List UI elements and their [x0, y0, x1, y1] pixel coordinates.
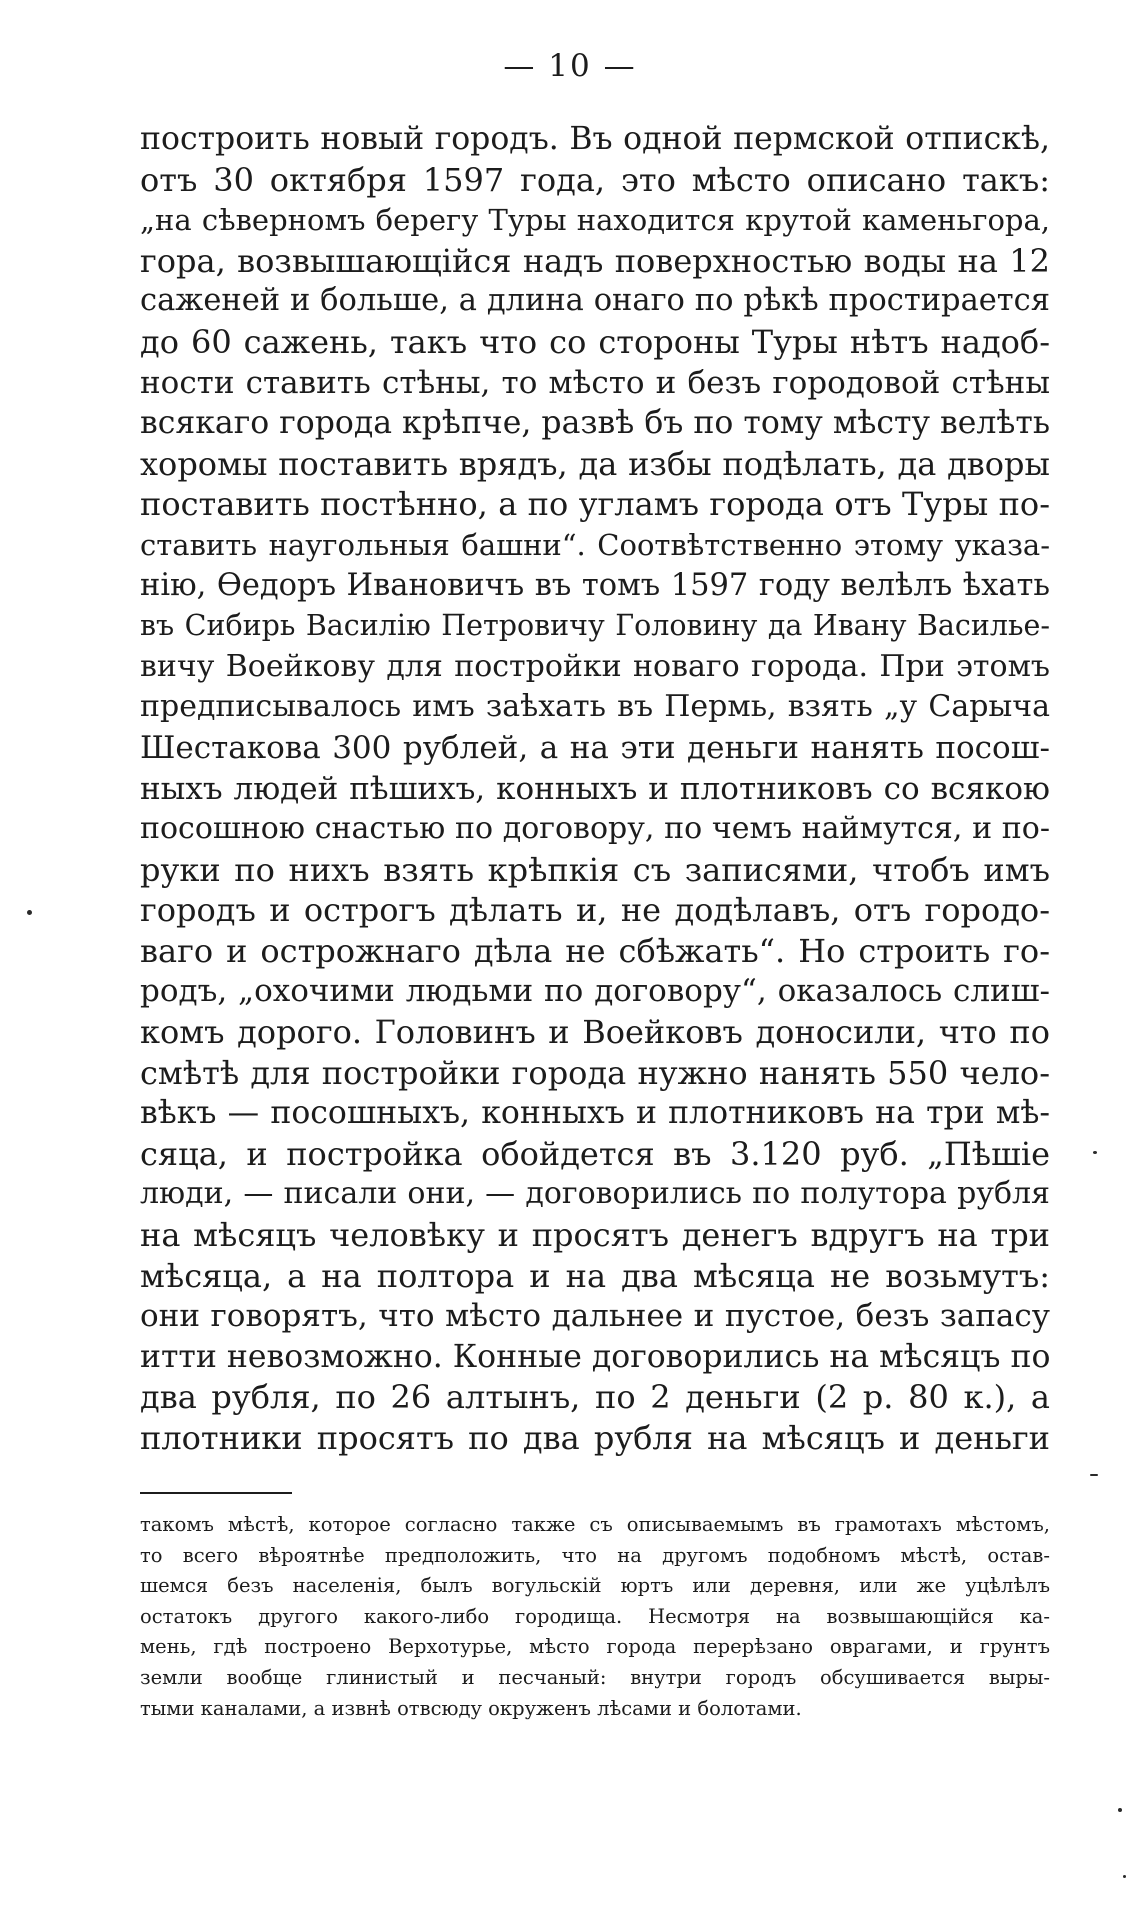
footnote-line: шемся безъ населенія, былъ вогульскій юртъ или деревня, или же уцѣлѣлъ	[140, 1574, 1050, 1598]
body-line: сяца, и постройка обойдется въ 3.120 руб. „Пѣшіе	[140, 1134, 1050, 1173]
body-line: комъ дорого. Головинъ и Воейковъ доносили, что по	[140, 1013, 1050, 1052]
body-line: на мѣсяцъ человѣку и просятъ денегъ вдругъ на три	[140, 1216, 1050, 1255]
body-line: гора, возвышающійся надъ поверхностью воды на 12	[140, 241, 1050, 280]
body-line: до 60 сажень, такъ что со стороны Туры нѣтъ надоб-	[140, 322, 1050, 361]
scan-speck	[1123, 1875, 1126, 1878]
body-line: руки по нихъ взять крѣпкія съ записями, чтобъ имъ	[140, 850, 1050, 889]
footnote-line: тыми каналами, а извнѣ отвсюду окруженъ лѣсами и болотами.	[140, 1696, 802, 1720]
body-line: городъ и острогъ дѣлать и, не додѣлавъ, отъ городо-	[140, 891, 1050, 930]
scan-speck	[1093, 1151, 1097, 1154]
scan-speck	[27, 910, 32, 915]
body-line: вичу Воейкову для постройки новаго города. При этомъ	[140, 648, 1050, 684]
body-line: хоромы поставить врядъ, да избы подѣлать, да дворы	[140, 444, 1050, 483]
scan-speck	[1118, 1808, 1122, 1812]
body-line: вѣкъ — посошныхъ, конныхъ и плотниковъ на три мѣ-	[140, 1095, 1050, 1132]
main-text	[140, 119, 1050, 1459]
body-line: итти невозможно. Конные договорились на мѣсяцъ по	[140, 1338, 1051, 1375]
body-line: два рубля, по 26 алтынъ, по 2 деньги (2 р. 80 к.), а	[140, 1378, 1050, 1417]
body-line: ставить наугольныя башни“. Соотвѣтственно этому указа-	[140, 527, 1050, 562]
body-line: „на сѣверномъ берегу Туры находится крутой каменьгора,	[140, 203, 1050, 238]
footnote-line: земли вообще глинистый и песчаный: внутри городъ обсушивается выры-	[140, 1665, 1050, 1689]
body-line: поставить постѣнно, а по угламъ города отъ Туры по-	[140, 485, 1050, 524]
footnote-divider	[140, 1492, 292, 1494]
body-line: смѣтѣ для постройки города нужно нанять 550 чело-	[140, 1053, 1050, 1092]
body-line: ваго и острожнаго дѣла не сбѣжать“. Но строить го-	[140, 931, 1050, 970]
body-line: отъ 30 октября 1597 года, это мѣсто описано такъ:	[140, 160, 1050, 199]
body-line: ныхъ людей пѣшихъ, конныхъ и плотниковъ со всякою	[140, 770, 1050, 807]
footnote-line: такомъ мѣстѣ, которое согласно также съ описываемымъ въ грамотахъ мѣстомъ,	[140, 1513, 1050, 1536]
body-line: родъ, „охочими людьми по договору“, оказалось слиш-	[140, 973, 1050, 1010]
body-line: въ Сибирь Василію Петровичу Головину да Ивану Васильe-	[140, 609, 1050, 643]
footnote	[140, 1510, 1050, 1724]
body-line: саженей и больше, а длина онаго по рѣкѣ простирается	[140, 283, 1050, 319]
body-line: посошною снастью по договору, по чемъ наймутся, и по-	[140, 811, 1050, 847]
body-line: нію, Ѳедоръ Ивановичъ въ томъ 1597 году велѣлъ ѣхать	[140, 567, 1050, 603]
footnote-line: остатокъ другого какого-либо городища. Несмотря на возвышающійся ка-	[140, 1604, 1050, 1628]
body-line: ности ставить стѣны, то мѣсто и безъ городовой стѣны	[140, 364, 1050, 401]
body-line: люди, — писали они, — договорились по полутора рубля	[140, 1176, 1050, 1212]
body-line: Шестакова 300 рублей, а на эти деньги нанять посош-	[140, 729, 1050, 766]
body-line: предписывалось имъ заѣхать въ Пермь, взять „у Сарыча	[140, 689, 1050, 725]
body-line: всякаго города крѣпче, развѣ бъ по тому мѣсту велѣть	[140, 405, 1050, 442]
footnote-line: то всего вѣроятнѣе предположить, что на другомъ подобномъ мѣстѣ, остав-	[140, 1543, 1050, 1567]
body-line: мѣсяца, а на полтора и на два мѣсяца не возьмутъ:	[140, 1256, 1050, 1295]
scan-speck	[1090, 1474, 1098, 1476]
body-line: они говорятъ, что мѣсто дальнее и пустое, безъ запасу	[140, 1298, 1050, 1335]
page-number: — 10 —	[503, 48, 637, 84]
body-line: плотники просятъ по два рубля на мѣсяцъ и деньги	[140, 1419, 1050, 1457]
body-line: построить новый городъ. Въ одной пермской отпискѣ,	[140, 121, 1050, 157]
footnote-line: мень, гдѣ построено Верхотурье, мѣсто города перерѣзано оврагами, и грунтъ	[140, 1635, 1050, 1659]
